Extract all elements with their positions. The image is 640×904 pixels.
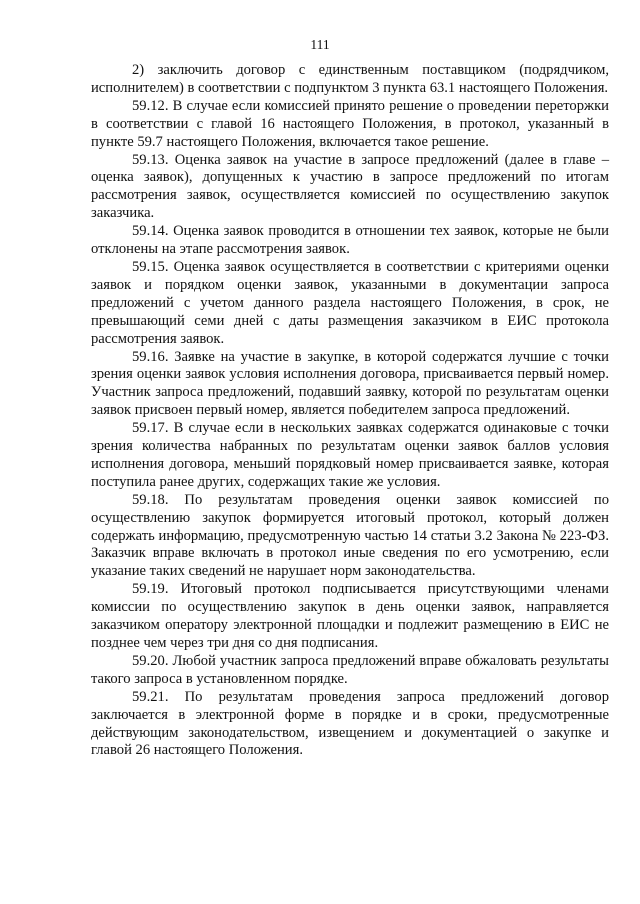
paragraph-59-17: 59.17. В случае если в нескольких заявках содержатся одинаковые с точки зрения количества набранных по результатам оценки заявок баллов условия исполнения договора, меньший порядковый номер присваивается заявке, которая поступила ранее других, содержащих такие же условия.	[91, 420, 609, 490]
paragraph-59-19: 59.19. Итоговый протокол подписывается присутствующими членами комиссии по осуществлению закупок в день оценки заявок, направляется заказчиком оператору электронной площадки и подлежит размещению в ЕИС не позднее чем через три дня со дня подписания.	[91, 581, 609, 651]
paragraph-59-14: 59.14. Оценка заявок проводится в отношении тех заявок, которые не были отклонены на этапе рассмотрения заявок.	[91, 223, 609, 258]
page-number: 111	[310, 37, 330, 52]
paragraph-subpoint-2: 2) заключить договор с единственным поставщиком (подрядчиком, исполнителем) в соответствии с подпунктом 3 пункта 63.1 настоящего Положения.	[91, 62, 609, 96]
paragraph-59-16: 59.16. Заявке на участие в закупке, в которой содержатся лучшие с точки зрения оценки заявок условия исполнения договора, присваивается первый номер. Участник запроса предложений, подавший заявку, которой по результатам оценки заявок присвоен первый номер, является победителем запроса предложений.	[91, 348, 609, 419]
paragraph-59-15: 59.15. Оценка заявок осуществляется в соответствии с критериями оценки заявок и порядком оценки заявок, указанными в документации запроса предложений с учетом данного раздела настоящего Положения, в срок, не превышающий семи дней с даты размещения заказчиком в ЕИС протокола рассмотрения заявок.	[91, 258, 609, 347]
document-body	[91, 62, 609, 760]
paragraph-59-21: 59.21. По результатам проведения запроса предложений договор заключается в электронной форме в порядке и в сроки, предусмотренные действующим законодательством, извещением и документацией о закупке и главой 26 настоящего Положения.	[91, 688, 609, 759]
paragraph-59-13: 59.13. Оценка заявок на участие в запросе предложений (далее в главе – оценка заявок), допущенных к участию в запросе предложений по итогам рассмотрения заявок, осуществляется комиссией по осуществлению закупок заказчика.	[91, 151, 609, 222]
paragraph-59-18: 59.18. По результатам проведения оценки заявок комиссией по осуществлению закупок формируется итоговый протокол, который должен содержать информацию, предусмотренную частью 14 статьи 3.2 Закона № 223-ФЗ. Заказчик вправе включать в протокол иные сведения по его усмотрению, если указание таких сведений не нарушает норм законодательства.	[91, 491, 609, 580]
paragraph-59-20: 59.20. Любой участник запроса предложений вправе обжаловать результаты такого запроса в установленном порядке.	[91, 652, 609, 687]
paragraph-59-12: 59.12. В случае если комиссией принято решение о проведении переторжки в соответствии с главой 16 настоящего Положения, в протокол, указанный в пункте 59.7 настоящего Положения, включается такое решение.	[91, 97, 609, 150]
